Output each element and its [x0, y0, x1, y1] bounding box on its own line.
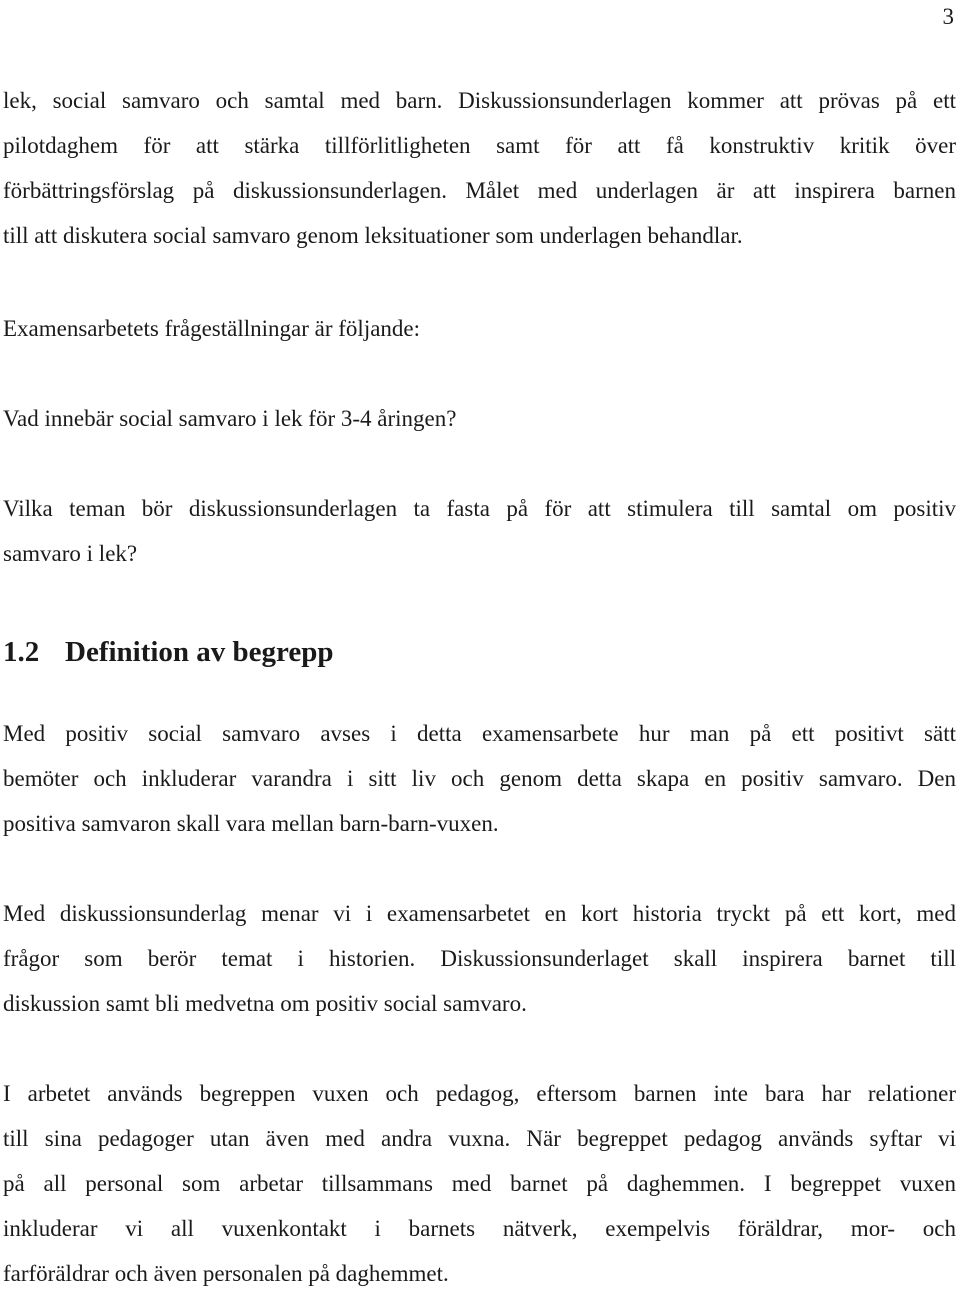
paragraph-4-line: på all personal som arbetar tillsammans med barnet på daghemmen. I begreppet vuxen: [3, 1171, 956, 1196]
paragraph-2-line: Med positiv social samvaro avses i detta examensarbete hur man på ett positivt sätt: [3, 721, 956, 746]
paragraph-1-line: lek, social samvaro och samtal med barn. Diskussionsunderlagen kommer att prövas på ett: [3, 88, 956, 113]
page-number: 3: [942, 4, 954, 29]
paragraph-3-line: diskussion samt bli medvetna om positiv social samvaro.: [3, 991, 527, 1016]
research-question-2: [3, 486, 956, 576]
section-number: 1.2: [3, 636, 40, 668]
section-heading: [3, 630, 334, 674]
research-question-2-line: Vilka teman bör diskussionsunderlagen ta fasta på för att stimulera till samtal om positiv: [3, 496, 956, 521]
paragraph-4: [3, 1071, 956, 1296]
paragraph-4-line: inkluderar vi all vuxenkontakt i barnets nätverk, exempelvis föräldrar, mor- och: [3, 1216, 956, 1241]
paragraph-3: [3, 891, 956, 1026]
paragraph-4-line: I arbetet används begreppen vuxen och pedagog, eftersom barnen inte bara har relationer: [3, 1081, 956, 1106]
paragraph-3-line: Med diskussionsunderlag menar vi i examensarbetet en kort historia tryckt på ett kort, med: [3, 901, 956, 926]
paragraph-1: [3, 78, 956, 258]
paragraph-1-line: pilotdaghem för att stärka tillförlitligheten samt för att få konstruktiv kritik över: [3, 133, 956, 158]
paragraph-3-line: frågor som berör temat i historien. Diskussionsunderlaget skall inspirera barnet till: [3, 946, 956, 971]
section-title: Definition av begrepp: [65, 636, 334, 668]
research-questions-intro: Examensarbetets frågeställningar är följande:: [3, 316, 421, 341]
paragraph-2-line: positiva samvaron skall vara mellan barn-barn-vuxen.: [3, 811, 499, 836]
research-question-1: Vad innebär social samvaro i lek för 3-4 åringen?: [3, 406, 457, 431]
research-question-2-line: samvaro i lek?: [3, 541, 138, 566]
paragraph-2: [3, 711, 956, 846]
paragraph-1-line: förbättringsförslag på diskussionsunderlagen. Målet med underlagen är att inspirera barnen: [3, 178, 956, 203]
paragraph-1-line: till att diskutera social samvaro genom leksituationer som underlagen behandlar.: [3, 223, 743, 248]
paragraph-4-line: till sina pedagoger utan även med andra vuxna. När begreppet pedagog används syftar vi: [3, 1126, 956, 1151]
paragraph-4-line: farföräldrar och även personalen på daghemmet.: [3, 1261, 449, 1286]
paragraph-2-line: bemöter och inkluderar varandra i sitt liv och genom detta skapa en positiv samvaro. Den: [3, 766, 956, 791]
